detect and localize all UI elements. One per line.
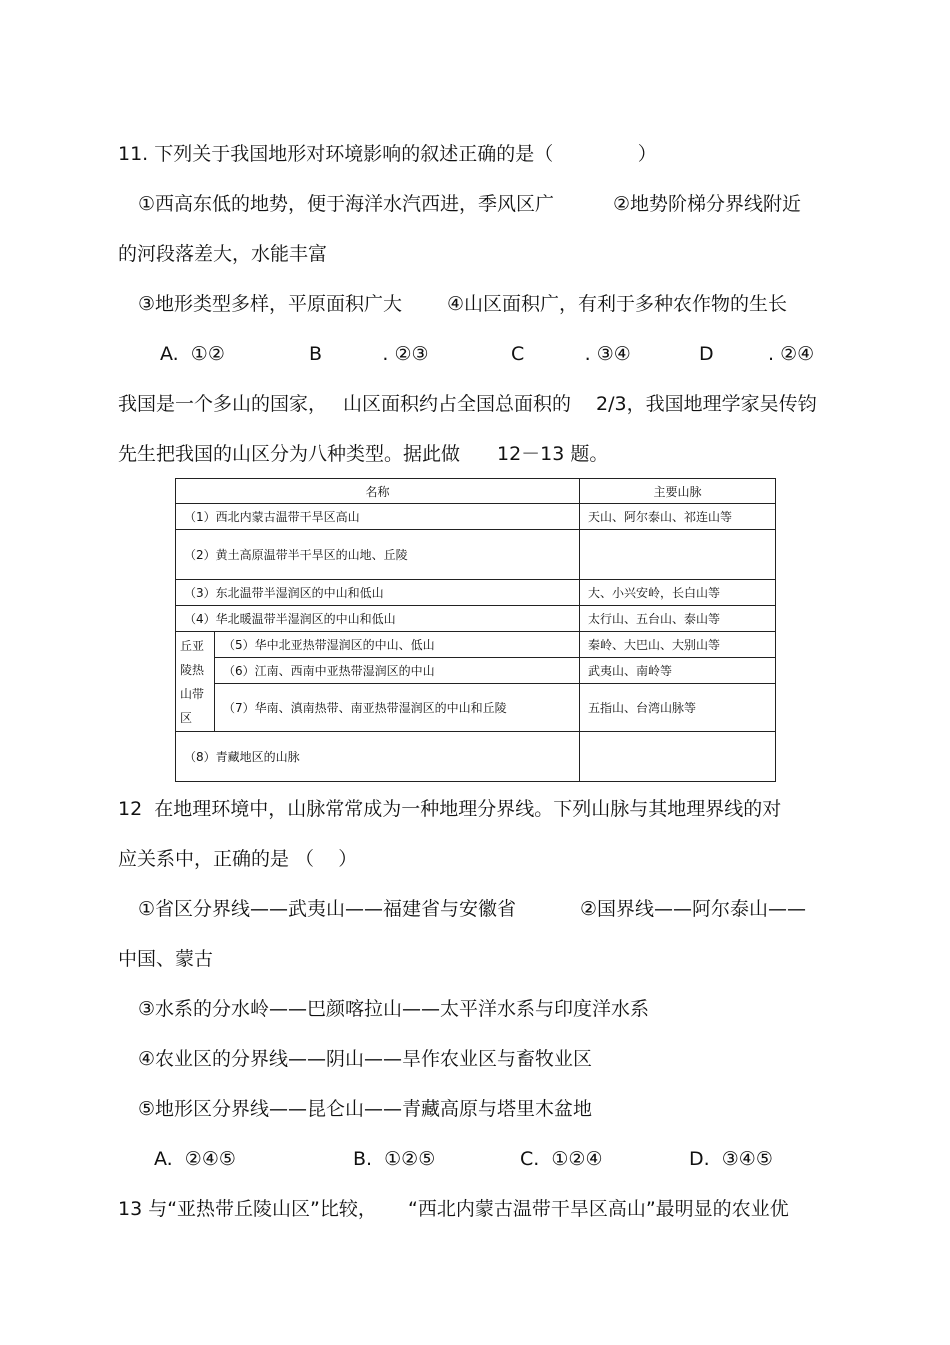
row-2-name: （2）黄土高原温带半干旱区的山地、丘陵: [176, 530, 580, 580]
row-6-name: （6）江南、西南中亚热带湿润区的中山: [215, 658, 580, 684]
row-3-name: （3）东北温带半湿润区的中山和低山: [176, 580, 580, 606]
row-4-name: （4）华北暖温带半湿润区的中山和低山: [176, 606, 580, 632]
q13-stem: 13 与“亚热带丘陵山区”比较，: [118, 1198, 377, 1220]
row-1-name: （1）西北内蒙古温带干旱区高山: [176, 504, 580, 530]
header-mountains: 主要山脉: [580, 479, 776, 504]
q12-statement-4: ④农业区的分界线——阴山——旱作农业区与畜牧业区: [138, 1048, 593, 1070]
row-4-mountains: 太行山、五台山、泰山等: [580, 606, 776, 632]
q12-statement-3: ③水系的分水岭——巴颜喀拉山——太平洋水系与印度洋水系: [138, 998, 650, 1020]
q11-option-c: C . ③④: [511, 343, 631, 365]
q12-statement-2-cont: 中国、蒙古: [118, 948, 214, 970]
intro-line-1b: 山区面积约占全国总面积的: [343, 393, 572, 415]
intro-line-1c: 2/3，我国地理学家吴传钧: [596, 393, 817, 415]
row-5-name: （5）华中北亚热带湿润区的中山、低山: [215, 632, 580, 658]
q12-stem-line-2: 应关系中，正确的是 （ ）: [118, 848, 358, 870]
q12-option-b: B. ①②⑤: [353, 1148, 436, 1170]
q11-statement-3: ③地形类型多样，平原面积广大: [138, 293, 403, 315]
row-1-mountains: 天山、阿尔泰山、祁连山等: [580, 504, 776, 530]
q13-stem-cont: “西北内蒙古温带干旱区高山”最明显的农业优: [408, 1198, 789, 1220]
row-7-mountains: 五指山、台湾山脉等: [580, 684, 776, 732]
q12-statement-1: ①省区分界线——武夷山——福建省与安徽省: [138, 898, 517, 920]
q12-option-a: A. ②④⑤: [154, 1148, 236, 1170]
q11-statement-2-cont: 的河段落差大，水能丰富: [118, 243, 328, 265]
q12-stem-line-1: 12 在地理环境中，山脉常常成为一种地理分界线。下列山脉与其地理界线的对: [118, 798, 782, 820]
header-name: 名称: [176, 479, 580, 504]
q12-option-d: D. ③④⑤: [689, 1148, 773, 1170]
row-6-mountains: 武夷山、南岭等: [580, 658, 776, 684]
q11-statement-2: ②地势阶梯分界线附近: [613, 193, 802, 215]
q11-statement-1: ①西高东低的地势，便于海洋水汽西进，季风区广: [138, 193, 555, 215]
q11-option-b: B . ②③: [309, 343, 429, 365]
intro-line-2b: 12－13 题。: [497, 443, 609, 465]
q12-option-c: C. ①②④: [520, 1148, 603, 1170]
group-label-text: 丘亚陵热山带区: [180, 638, 205, 725]
mountain-table: [175, 478, 776, 782]
row-7-name: （7）华南、滇南热带、南亚热带湿润区的中山和丘陵: [215, 684, 580, 732]
q11-option-d: D . ②④: [699, 343, 815, 365]
q11-statement-4: ④山区面积广，有利于多种农作物的生长: [447, 293, 788, 315]
group-label: [176, 632, 215, 732]
intro-line-1a: 我国是一个多山的国家，: [118, 393, 328, 415]
row-5-mountains: 秦岭、大巴山、大别山等: [580, 632, 776, 658]
intro-line-2a: 先生把我国的山区分为八种类型。据此做: [118, 443, 461, 465]
row-8-name: （8）青藏地区的山脉: [176, 732, 580, 782]
q11-stem: 11. 下列关于我国地形对环境影响的叙述正确的是（ ）: [118, 143, 657, 165]
q11-option-a: A. ①②: [160, 343, 225, 365]
row-8-mountains: [580, 732, 776, 782]
q12-statement-5: ⑤地形区分界线——昆仑山——青藏高原与塔里木盆地: [138, 1098, 593, 1120]
q12-statement-2: ②国界线——阿尔泰山——: [580, 898, 807, 920]
row-2-mountains: [580, 530, 776, 580]
row-3-mountains: 大、小兴安岭，长白山等: [580, 580, 776, 606]
